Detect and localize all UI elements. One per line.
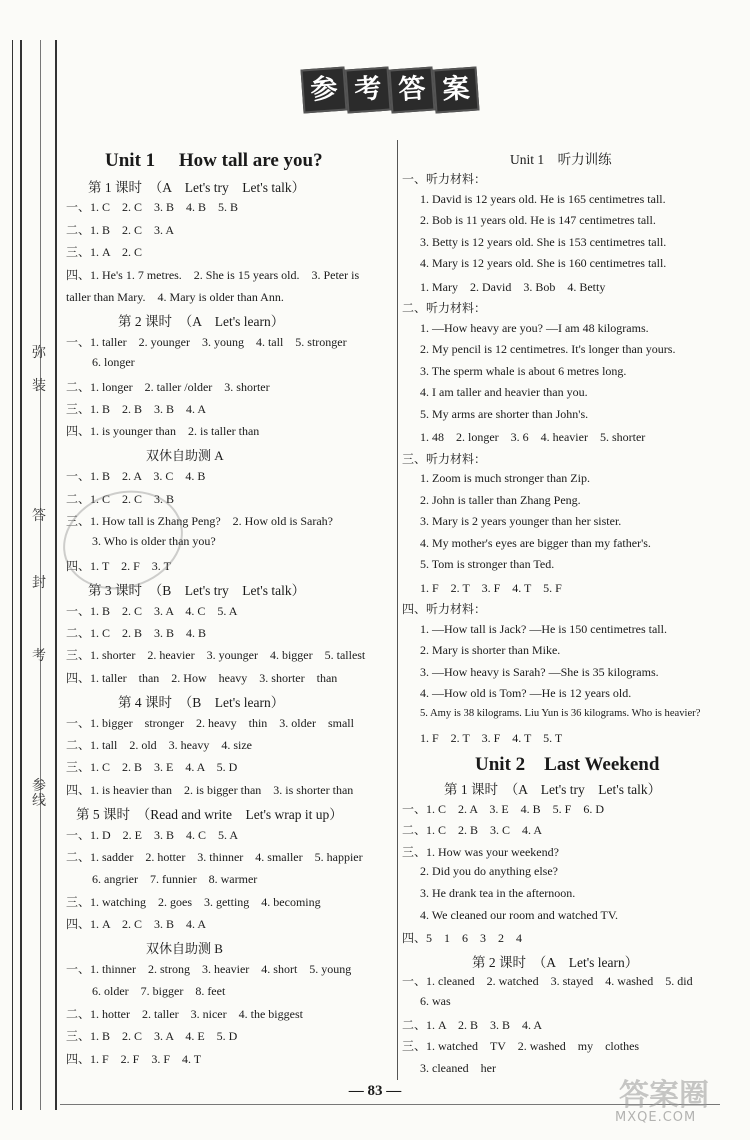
- section-heading: 第 4 课时 （B Let's learn）: [118, 695, 285, 711]
- answer-line: 一、听力材料：: [402, 172, 487, 186]
- margin-rule-4: [55, 40, 57, 1110]
- answer-line: 二、1. C 2. C 3. B: [66, 491, 175, 506]
- section-heading: 第 2 课时 （A Let's learn）: [118, 314, 285, 330]
- answer-line: 3. cleaned her: [420, 1060, 496, 1075]
- answer-line: 2. Did you do anything else?: [420, 864, 558, 879]
- answer-line: 四、1. F 2. F 3. F 4. T: [66, 1051, 202, 1066]
- watermark-logo: 答案圈: [619, 1078, 709, 1113]
- answer-line: 1. —How heavy are you? —I am 48 kilograms.: [420, 320, 649, 335]
- answer-line: 二、1. tall 2. old 3. heavy 4. size: [66, 738, 252, 752]
- answer-line: 1. F 2. T 3. F 4. T 5. F: [420, 580, 562, 595]
- answer-line: 1. F 2. T 3. F 4. T 5. T: [420, 731, 563, 745]
- answer-line: 6. longer: [92, 355, 135, 370]
- banner-char: 参: [301, 67, 348, 114]
- margin-rule-1: [12, 40, 13, 1110]
- answer-line: 四、1. A 2. C 3. B 4. A: [66, 917, 207, 932]
- section-heading: 第 3 课时 （B Let's try Let's talk）: [88, 583, 306, 599]
- answer-line: 一、1. bigger stronger 2. heavy thin 3. older small: [66, 715, 354, 730]
- answer-line: 四、1. T 2. F 3. T: [66, 558, 171, 573]
- answer-line: 二、1. sadder 2. hotter 3. thinner 4. smaller 5. happier: [66, 850, 363, 864]
- answer-line: 一、1. cleaned 2. watched 3. stayed 4. washed 5. did: [402, 974, 693, 989]
- binding-margin-char: 封: [32, 575, 46, 591]
- answer-line: 三、1. B 2. C 3. A 4. E 5. D: [66, 1029, 238, 1044]
- answer-line: 一、1. C 2. A 3. E 4. B 5. F 6. D: [402, 801, 605, 816]
- page-number: — 83 —: [348, 1083, 402, 1099]
- answer-line: 1. Zoom is much stronger than Zip.: [420, 471, 590, 485]
- section-heading: 双休自助测 B: [146, 940, 223, 956]
- answer-line: 一、1. B 2. A 3. C 4. B: [66, 469, 206, 484]
- answer-line: 5. Tom is stronger than Ted.: [420, 557, 555, 571]
- answer-line: 二、1. C 2. B 3. B 4. B: [66, 626, 207, 640]
- answer-line: 2. My pencil is 12 centimetres. It's longer than yours.: [420, 342, 676, 356]
- answer-line: 3. —How heavy is Sarah? —She is 35 kilograms.: [420, 664, 659, 679]
- answer-line: 3. The sperm whale is about 6 metres long.: [420, 363, 627, 378]
- answer-banner: [300, 62, 478, 114]
- binding-margin-char: 参: [32, 778, 46, 794]
- answer-line: 5. My arms are shorter than John's.: [420, 406, 589, 421]
- answer-line: 三、1. C 2. B 3. E 4. A 5. D: [66, 760, 238, 775]
- answer-line: 5. Amy is 38 kilograms. Liu Yun is 36 kilograms. Who is heavier?: [420, 707, 701, 719]
- answer-line: 4. We cleaned our room and watched TV.: [420, 907, 618, 922]
- answer-line: 2. John is taller than Zhang Peng.: [420, 492, 581, 507]
- answer-line: 四、1. is heavier than 2. is bigger than 3. is shorter than: [66, 782, 354, 797]
- answer-line: 4. I am taller and heavier than you.: [420, 385, 588, 399]
- answer-line: 一、1. B 2. C 3. A 4. C 5. A: [66, 603, 238, 618]
- answer-line: 3. Mary is 2 years younger than her sister.: [420, 514, 622, 528]
- answer-line: 3. Betty is 12 years old. She is 153 centimetres tall.: [420, 234, 667, 249]
- site-watermark: [615, 1070, 743, 1132]
- answer-line: 一、1. taller 2. younger 3. young 4. tall 5. stronger: [66, 334, 347, 349]
- answer-line: 4. —How old is Tom? —He is 12 years old.: [420, 686, 632, 700]
- section-heading: 双休自助测 A: [146, 447, 224, 463]
- answer-line: 三、1. B 2. B 3. B 4. A: [66, 402, 207, 416]
- answer-line: 四、听力材料：: [402, 602, 487, 616]
- answer-line: 三、1. How tall is Zhang Peng? 2. How old is Sarah?: [66, 514, 333, 528]
- answer-line: 一、1. thinner 2. strong 3. heavier 4. short 5. young: [66, 962, 352, 976]
- answer-line: 二、1. A 2. B 3. B 4. A: [402, 1017, 543, 1032]
- binding-margin-char: 答: [32, 508, 46, 524]
- answer-line: 二、听力材料：: [402, 301, 487, 315]
- binding-margin-char: 线: [32, 793, 46, 809]
- answer-line: 1. Mary 2. David 3. Bob 4. Betty: [420, 279, 606, 294]
- answer-line: 二、1. hotter 2. taller 3. nicer 4. the biggest: [66, 1006, 303, 1021]
- answer-line: 三、1. watched TV 2. washed my clothes: [402, 1039, 640, 1054]
- answer-line: 1. —How tall is Jack? —He is 150 centimetres tall.: [420, 621, 667, 636]
- column-divider: [397, 140, 398, 1080]
- banner-char: 案: [433, 67, 480, 114]
- answer-line: 1. David is 12 years old. He is 165 centimetres tall.: [420, 191, 666, 206]
- answer-line: 1. 48 2. longer 3. 6 4. heavier 5. shorter: [420, 430, 646, 444]
- section-heading: 第 1 课时 （A Let's try Let's talk）: [88, 180, 306, 195]
- binding-margin-char: 考: [32, 648, 46, 664]
- answer-line: 3. Who is older than you?: [92, 534, 216, 549]
- answer-line: 二、1. B 2. C 3. A: [66, 222, 175, 237]
- answer-line: 一、1. C 2. C 3. B 4. B 5. B: [66, 200, 239, 215]
- answer-line: 三、1. A 2. C: [66, 245, 143, 260]
- answer-line: 3. He drank tea in the afternoon.: [420, 886, 576, 900]
- binding-margin-char: 弥: [32, 345, 46, 361]
- answer-line: 2. Mary is shorter than Mike.: [420, 643, 561, 657]
- answer-line: 三、1. How was your weekend?: [402, 844, 559, 859]
- banner-char: 考: [345, 67, 392, 114]
- watermark-url: MXQE.COM: [615, 1110, 697, 1125]
- answer-line: 6. was: [420, 994, 451, 1008]
- answer-line: 四、1. is younger than 2. is taller than: [66, 424, 260, 439]
- answer-line: 四、1. He's 1. 7 metres. 2. She is 15 years old. 3. Peter is: [66, 267, 360, 282]
- answer-line: 6. angrier 7. funnier 8. warmer: [92, 872, 258, 887]
- answer-line: 三、1. watching 2. goes 3. getting 4. becoming: [66, 894, 321, 909]
- answer-line: 四、1. taller than 2. How heavy 3. shorter than: [66, 670, 338, 685]
- answer-line: 二、1. longer 2. taller /older 3. shorter: [66, 379, 270, 394]
- section-heading: 第 5 课时 （Read and write Let's wrap it up）: [76, 807, 343, 823]
- answer-line: 三、听力材料：: [402, 451, 487, 466]
- answer-line: 一、1. D 2. E 3. B 4. C 5. A: [66, 827, 239, 842]
- answer-line: 4. My mother's eyes are bigger than my father's.: [420, 535, 651, 550]
- section-heading: 第 1 课时 （A Let's try Let's talk）: [444, 782, 662, 797]
- banner-char: 答: [389, 67, 436, 114]
- answer-line: 2. Bob is 11 years old. He is 147 centimetres tall.: [420, 213, 656, 227]
- margin-rule-2: [20, 40, 22, 1110]
- answer-line: 三、1. shorter 2. heavier 3. younger 4. bigger 5. tallest: [66, 648, 366, 663]
- binding-margin-char: 装: [32, 378, 46, 394]
- section-heading: 第 2 课时 （A Let's learn）: [472, 954, 639, 970]
- answer-line: 二、1. C 2. B 3. C 4. A: [402, 823, 543, 838]
- unit2-title: Unit 2 Last Weekend: [475, 754, 660, 775]
- unit1-listening-title: Unit 1 听力训练: [510, 152, 612, 167]
- unit1-title: Unit 1 How tall are you?: [105, 150, 323, 171]
- answer-line: 4. Mary is 12 years old. She is 160 centimetres tall.: [420, 256, 667, 270]
- answer-line: 四、5 1 6 3 2 4: [402, 931, 523, 946]
- answer-line: taller than Mary. 4. Mary is older than Ann.: [66, 290, 284, 304]
- answer-line: 6. older 7. bigger 8. feet: [92, 984, 226, 999]
